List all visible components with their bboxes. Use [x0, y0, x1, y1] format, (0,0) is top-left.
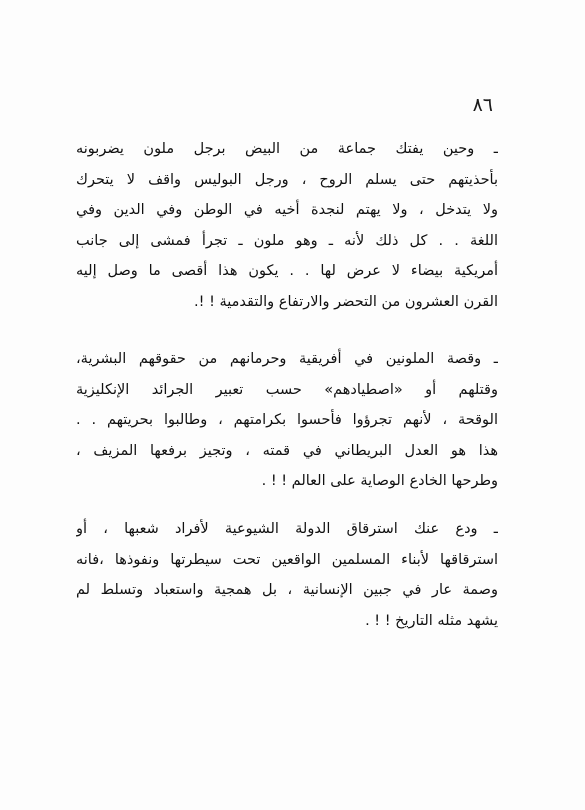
text-line: ـ وقصة الملونين في أفريقية وحرمانهم من حقوقهم البشرية،	[76, 351, 498, 367]
text-line: ـ وحين يفتك جماعة من البيض برجل ملون يضربونه	[76, 141, 498, 157]
paragraph-2	[76, 344, 498, 497]
text-line: ـ ودع عنك استرقاق الدولة الشيوعية لأفراد شعبها ، أو	[76, 521, 498, 537]
page-number: ٨٦	[472, 94, 493, 116]
text-line: اللغة . . كل ذلك لأنه ـ وهو ملون ـ تجرأ فمشى إلى جانب	[76, 232, 498, 249]
text-line: القرن العشرون من التحضر والارتفاع والتقدمية ! !.	[194, 293, 498, 310]
text-line: وطرحها الخادع الوصاية على العالم ! ! .	[261, 473, 498, 489]
text-line: بأحذيتهم حتى يسلم الروح ، ورجل البوليس واقف لا يتحرك	[76, 171, 498, 188]
text-line: أمريكية بيضاء لا عرض لها . . يكون هذا أقصى ما وصل إليه	[76, 263, 498, 279]
paragraph-3	[76, 514, 498, 636]
text-line: وصمة عار في جبين الإنسانية ، بل همجية واستعباد وتسلط لم	[76, 582, 498, 598]
text-line: وقتلهم أو «اصطيادهم» حسب تعبير الجرائد الإنكليزية	[76, 381, 498, 398]
text-line: استرقاقها لأبناء المسلمين الواقعين تحت سيطرتها ونفوذها ،فانه	[76, 551, 498, 568]
text-line: يشهد مثله التاريخ ! ! .	[365, 612, 498, 629]
text-line: ولا يتدخل ، ولا يهتم لنجدة أخيه في الوطن وفي الدين وفي	[76, 202, 498, 218]
paragraph-1	[76, 134, 498, 317]
text-line: هذا هو العدل البريطاني في قمته ، وتجيز برفعها المزيف ،	[76, 442, 498, 459]
text-line: الوقحة ، لأنهم تجرؤوا فأحسوا بكرامتهم ، وطالبوا بحريتهم . .	[76, 412, 498, 428]
